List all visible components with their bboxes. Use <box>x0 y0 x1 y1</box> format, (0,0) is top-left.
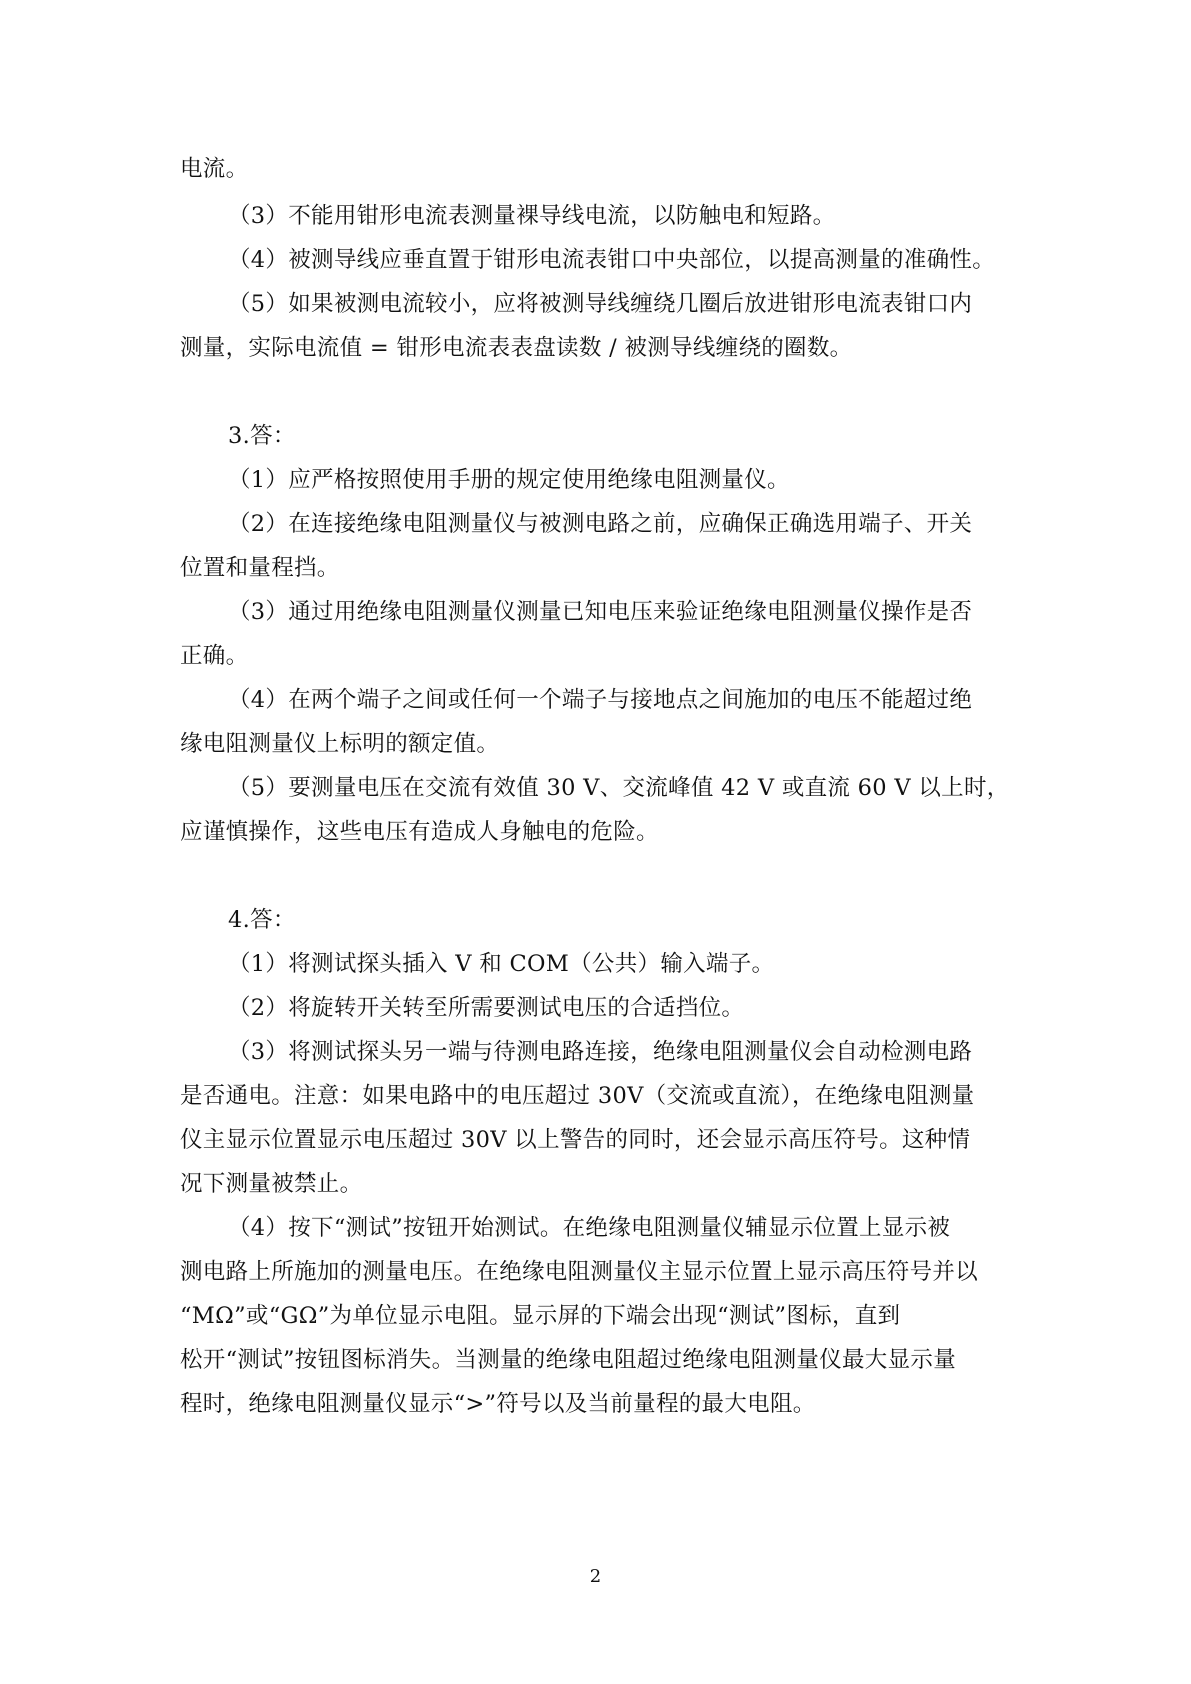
list-item: （4）在两个端子之间或任何一个端子与接地点之间施加的电压不能超过绝 <box>228 687 973 713</box>
paragraph-line: 程时，绝缘电阻测量仪显示“>”符号以及当前量程的最大电阻。 <box>180 1391 816 1417</box>
paragraph-line: 测电路上所施加的测量电压。在绝缘电阻测量仪主显示位置上显示高压符号并以 <box>180 1259 979 1285</box>
list-item: （4）被测导线应垂直置于钳形电流表钳口中央部位，以提高测量的准确性。 <box>228 247 996 273</box>
list-item: （5）如果被测电流较小，应将被测导线缠绕几圈后放进钳形电流表钳口内 <box>228 291 973 317</box>
list-item: （2）在连接绝缘电阻测量仪与被测电路之前，应确保正确选用端子、开关 <box>228 511 973 537</box>
paragraph-line: 电流。 <box>180 156 249 182</box>
paragraph-line: 仪主显示位置显示电压超过 30V 以上警告的同时，还会显示高压符号。这种情 <box>180 1127 971 1153</box>
list-item: （3）不能用钳形电流表测量裸导线电流，以防触电和短路。 <box>228 203 836 229</box>
paragraph-line: 是否通电。注意：如果电路中的电压超过 30V（交流或直流），在绝缘电阻测量 <box>180 1083 975 1109</box>
paragraph-line: 松开“测试”按钮图标消失。当测量的绝缘电阻超过绝缘电阻测量仪最大显示量 <box>180 1347 957 1373</box>
paragraph-line: 位置和量程挡。 <box>180 555 340 581</box>
paragraph-line: 测量，实际电流值 = 钳形电流表表盘读数 / 被测导线缠绕的圈数。 <box>180 335 853 361</box>
answer-heading: 3.答： <box>228 423 296 449</box>
paragraph-line: 况下测量被禁止。 <box>180 1171 363 1197</box>
list-item: （5）要测量电压在交流有效值 30 V、交流峰值 42 V 或直流 60 V 以上时， <box>228 775 1010 801</box>
paragraph-line: 正确。 <box>180 643 249 669</box>
list-item: （1）应严格按照使用手册的规定使用绝缘电阻测量仪。 <box>228 467 790 493</box>
answer-heading: 4.答： <box>228 907 296 933</box>
list-item: （2）将旋转开关转至所需要测试电压的合适挡位。 <box>228 995 745 1021</box>
list-item: （4）按下“测试”按钮开始测试。在绝缘电阻测量仪辅显示位置上显示被 <box>228 1215 951 1241</box>
paragraph-line: 应谨慎操作，这些电压有造成人身触电的危险。 <box>180 819 659 845</box>
list-item: （3）将测试探头另一端与待测电路连接，绝缘电阻测量仪会自动检测电路 <box>228 1039 973 1065</box>
paragraph-line: 缘电阻测量仪上标明的额定值。 <box>180 731 500 757</box>
list-item: （1）将测试探头插入 V 和 COM（公共）输入端子。 <box>228 951 775 977</box>
list-item: （3）通过用绝缘电阻测量仪测量已知电压来验证绝缘电阻测量仪操作是否 <box>228 599 973 625</box>
page-number: 2 <box>589 1566 602 1587</box>
paragraph-line: “MΩ”或“GΩ”为单位显示电阻。显示屏的下端会出现“测试”图标，直到 <box>180 1303 901 1329</box>
